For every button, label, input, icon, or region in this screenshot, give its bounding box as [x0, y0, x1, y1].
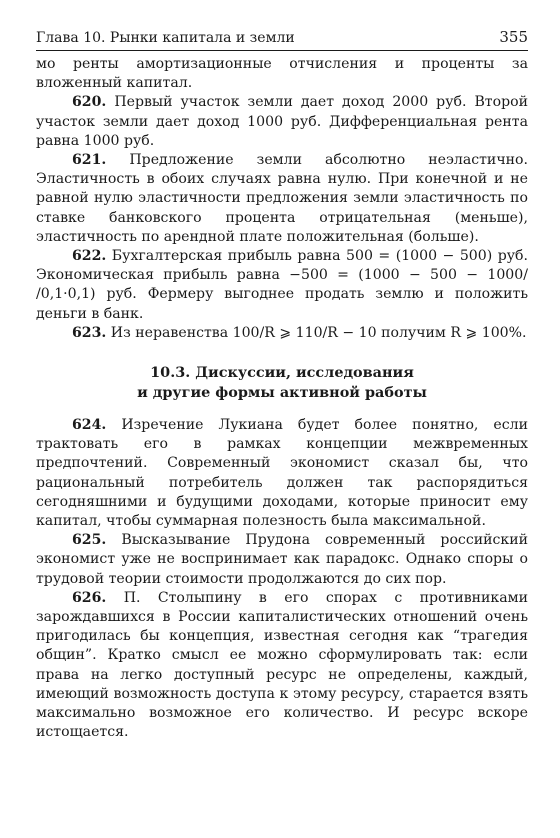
paragraph-text: Из неравенства 100/R ⩾ 110/R − 10 получим R ⩾ 100%. [106, 324, 527, 341]
section-heading-line-2: и другие формы активной работы [137, 384, 427, 402]
answer-624 [36, 416, 528, 531]
paragraph-text: П. Столыпину в его спорах с противниками зарождавшихся в России капиталистических отношений очень пригодилась бы концепция, известная сегодня как “трагедия общин”. Кратко смысл ее можно сформулировать так: если права на легко доступный ресурс не определены, каждый, имеющий возможность доступа к этому ресурсу, старается взять максимально возможное его количество. И ресурс вскоре истощается. [36, 589, 528, 741]
section-heading-line-1: 10.3. Дискуссии, исследования [150, 364, 414, 382]
answer-623 [36, 324, 528, 343]
paragraph-text: Высказывание Прудона современный российский экономист уже не воспринимает как парадокс. Однако споры о трудовой теории стоимости продолжаются до сих пор. [36, 532, 528, 587]
answer-number: 620. [72, 94, 107, 111]
page-number: 355 [499, 28, 528, 46]
paragraph-text: Предложение земли абсолютно неэластично. Эластичность в обоих случаях равна нулю. При конечной и не равной нулю эластичности предложения земли эластичность по ставке банковского процента отрицательная (меньше), эластичность по арендной плате положительная (больше). [36, 152, 528, 245]
paragraph-text: Бухгалтерская прибыль равна 500 = (1000 − 500) руб. Экономическая прибыль равна −500 = (1000 − 500 − 1000/ /0,1·0,1) руб. Фермеру выгоднее продать землю и положить деньги в банк. [36, 248, 528, 322]
answer-626 [36, 589, 528, 743]
answer-continuation [36, 55, 528, 93]
section-heading [36, 363, 528, 403]
answer-625 [36, 531, 528, 589]
answer-number: 622. [72, 248, 107, 265]
answer-number: 625. [72, 532, 107, 549]
answer-number: 621. [72, 152, 107, 169]
chapter-title: Глава 10. Рынки капитала и земли [36, 30, 295, 46]
page-body [36, 55, 528, 743]
answer-number: 624. [72, 417, 107, 434]
answer-620 [36, 93, 528, 151]
paragraph-text: Первый участок земли дает доход 2000 руб. Второй участок земли дает доход 1000 руб. Дифференциальная рента равна 1000 руб. [36, 94, 528, 149]
answer-622 [36, 247, 528, 324]
book-page [36, 28, 528, 743]
running-header [36, 28, 528, 51]
answer-621 [36, 151, 528, 247]
paragraph-text: мо ренты амортизационные отчисления и проценты за вложенный капитал. [36, 56, 528, 92]
paragraph-text: Изречение Лукиана будет более понятно, если трактовать его в рамках концепции межвременных предпочтений. Современный экономист сказал бы, что рациональный потребитель должен так распорядиться сегодняшними и будущими доходами, которые приносит ему капитал, чтобы суммарная полезность была максимальной. [36, 417, 528, 530]
answer-number: 623. [72, 324, 107, 341]
answer-number: 626. [72, 589, 107, 606]
